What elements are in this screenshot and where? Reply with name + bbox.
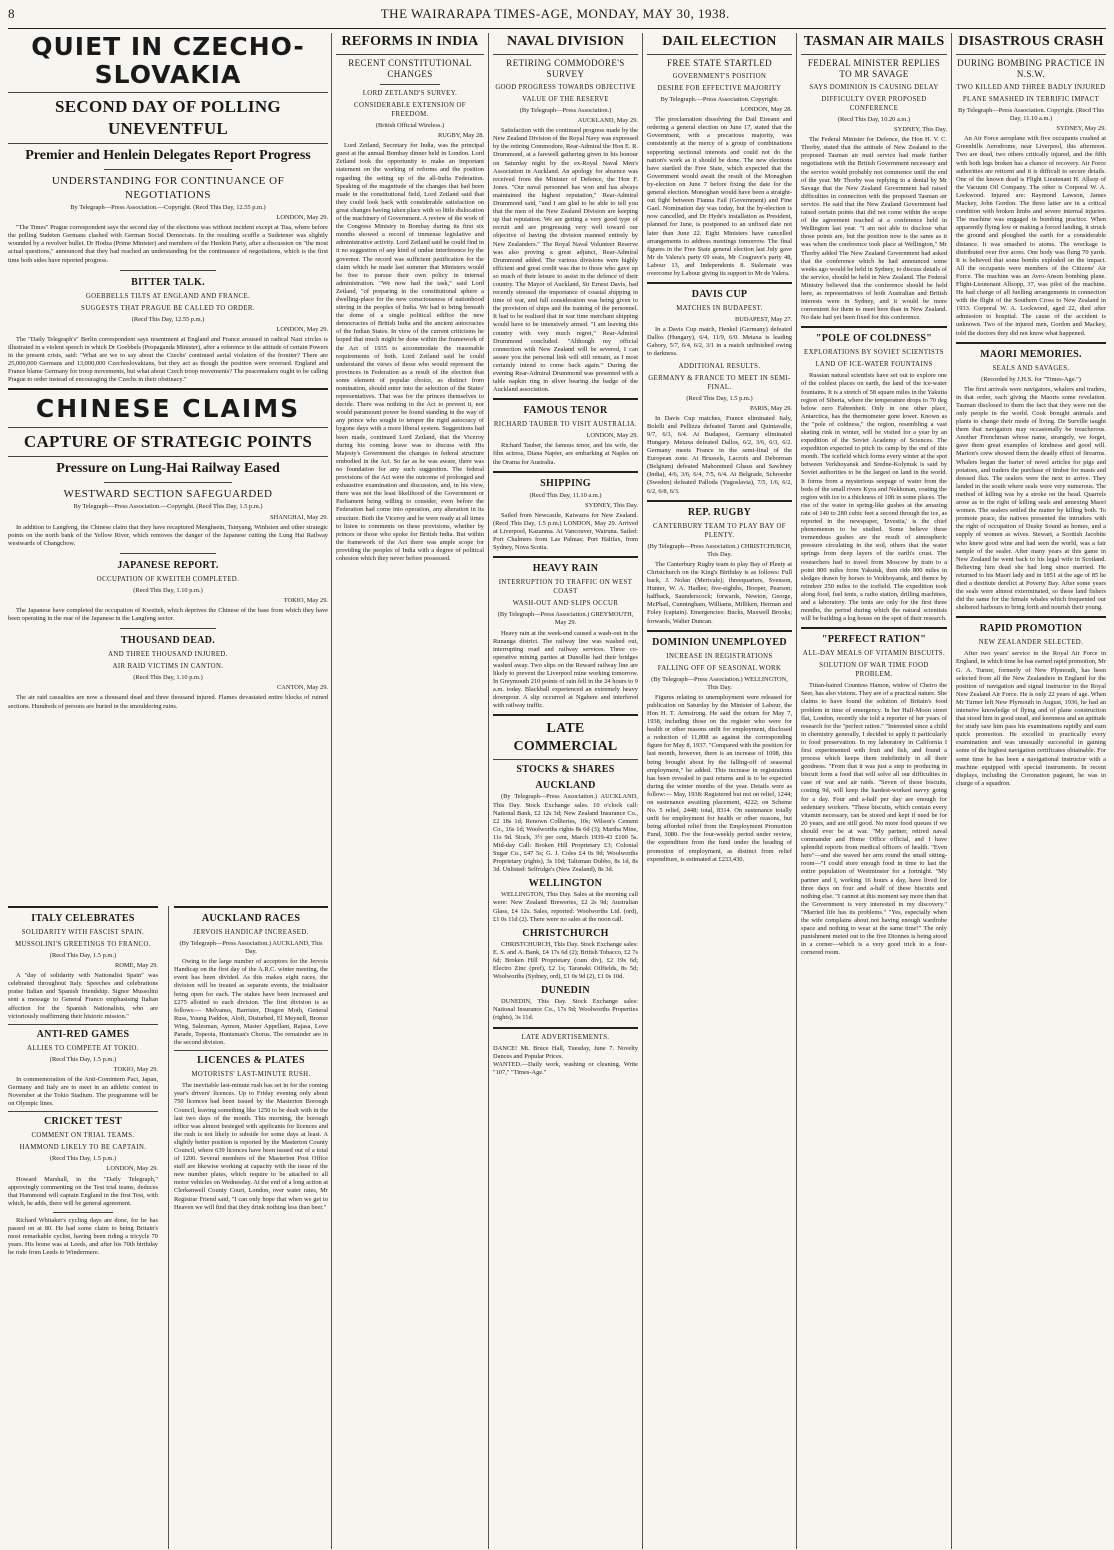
czech-body: "The Times" Prague correspondent says the second day of the elections was without incident except at Tisa, where before the polling Sudeten Germans clashed with German Social Democrats. In the resulting scuffle a Sudetener was slightly wounded by a revolver bullet. Dr Hodza (Prime Minister) and members of the Henlein Party, after a discussion on "the most actual questions," announced that they had reached an understanding for the continuance of negotiations, which is the first time both sides have reported progress.	[8, 224, 328, 264]
tasman-body: The Federal Minister for Defence, the Hon H. V. C. Thorby, stated that the attitude of New Zealand to the proposed Tasman air mail service had made further negotiations with the British Government necessary and the service would probably not commence until the end of the year. Mr Thorby was replying to a denial by Mr Savage that the New Zealand Government had raised difficulties in connection with the proposed Tasman air service. He said that the New Zealand Government had raised certain points that did not come within the scope of the agreement reached at a conference held in Wellington last year. "I am not able to disclose what those points are, but the position now is the same as it was when the conference took place at Wellington," Mr Thorby added The New Zealand Government had asked that the conference which he had announced some weeks ago would be held in Sydney, to discuss details of the service, should be held in New Zealand. The Federal Ministry believed that the conference should be held here, as representatives of both Australian and British interests were in Sydney, and it would be more convenient for them to meet here than in New Zealand. No date had yet been fixed for this conference.	[801, 136, 947, 322]
crash-dateline: SYDNEY, May 29.	[1056, 125, 1106, 133]
italy-credit: (Recd This Day, 1.5 p.m.)	[49, 952, 117, 959]
tasman-dateline: SYDNEY, This Day.	[894, 126, 947, 134]
chinese-dateline: SHANGHAI, May 29.	[270, 513, 328, 521]
polar-sub2: LAND OF ICE-WATER FOUNTAINS	[815, 361, 933, 369]
czech-chinese-block	[8, 33, 328, 898]
japanese-sub: OCCUPATION OF KWEITEH COMPLETED.	[96, 575, 240, 583]
tenor-dateline: LONDON, May 29.	[586, 432, 638, 440]
christchurch-head: CHRISTCHURCH	[522, 927, 609, 939]
divider	[8, 388, 328, 390]
column-naval	[493, 33, 638, 1549]
davis-add-sub: GERMANY & FRANCE TO MEET IN SEMI-FINAL.	[648, 374, 791, 391]
czech-dateline: LONDON, May 29.	[276, 214, 328, 222]
chinese-deck2: WESTWARD SECTION SAFEGUARDED	[63, 488, 273, 501]
india-sub: RECENT CONSTITUTIONAL CHANGES	[348, 58, 472, 79]
divider	[8, 456, 328, 457]
polar-body: Russian natural scientists have set out to explore one of the coldest places on earth, the land of the ice-water fountains. It is a stretch of 58 square miles in the Yakutia region of Siberia, where the temperature drops to 70 deg below zero Fahrenheit. Only in one other place, Antarctica, has the thermometer gone lower. Known as the "pole of coldness," the region, resembling a vast skating rink in winter, will be visited for a year by an expedition of the Soviet Academy of Sciences. The expedition expected to pitch its camp by the end of this month. The icefield which forms every winter at the spot between Verkhoyansk and Sredne-Kolymsk is said by Soviet authorities to be the largest on land in the world. It forms from a mysterious seepage of water from the beds of the small rivers Kyra and Nekhonan, coating the region with ice to a thickness of 10ft in some places. The rise of the water in spring-like gushes at the amazing rate of 140 to 280 cubic feet a second through the ice, as reported in the newspaper, 'Izvestia,' is the chief phenomenon to be studied. Some believe these tremendous gushes are the result of atmospheric pressure circulating in the soil, others that the water springs from deep layers of the earth's crust. The researchers had to travel from Moscow by train to a point 800 miles from Yakutsk, then ride 800 miles in sledges drawn by horses to Verkhoyansk, and thence by reindeer 250 miles to the icefield. The expedition took along food, fuel tents, a radio station, drilling machines, and a laboratory. The tents are only for the first three months, the period during which the natural scientists will be building a log house on the spot of their research.	[801, 372, 947, 623]
japanese-body: The Japanese have completed the occupation of Kweiteh, which deprives the Chinese of the base from which they have been operating in the rear of the Japanese in the Langfeng sector.	[8, 607, 328, 623]
columns	[8, 29, 1106, 1549]
column-rule	[331, 33, 332, 1549]
tasman-sub2: SAYS DOMINION IS CAUSING DELAY	[809, 84, 939, 91]
divider	[380, 84, 439, 85]
divider	[801, 54, 947, 55]
cricket-sub2: HAMMOND LIKELY TO BE CAPTAIN.	[19, 1144, 147, 1152]
divider	[647, 500, 792, 502]
page-number: 8	[8, 6, 15, 21]
crash-body: An Air Force aeroplane with five occupants crashed at Greenhills Aerodrome, near Liverpool, this afternoon. Two are dead, two others critically injured, and the fifth with both legs broken has a chance of recovery. Air Force authorities are reticent and it is difficult to secure details. One of the known dead is Flight Lieutenant H. Allsop of the Vacuum Oil Company. The other is Corporal W. A. Lockwood. Injured are: Raymond Lawson, James Mackey, John Gordon. The three latter are in a critical condition with broken limbs and severe internal injuries. The machine was engaged in bombing practice. When apparently flying low or making a forced landing, it struck the ground and ploughed the earth for a considerable distance. It was smashed to atoms. The wreckage is distributed over five acres. One body was flung 70 yards. It is believed that some bombs exploded on the impact. All the occupants were members of the Citizens' Air Force. The machine was an Avro-Anson bombing plane. Flight-Lieutenant Allsopp, 37, was pilot of the machine. He had charge of all fuelling arrangements in connection with the flight of the Southern Cross to New Zealand in 1933. Corporal W. A. Lockwood, aged 22, died after admission to hospital. The cause of the accident is unknown. Two of the injured men, Gordon and Mackey, told the doctors they did not know what happened.	[956, 135, 1106, 337]
thousand-head: THOUSAND DEAD.	[120, 635, 216, 647]
licences-sub: MOTORISTS' LAST-MINUTE RUSH.	[191, 1071, 311, 1079]
divider	[8, 143, 328, 144]
auckland-body: (By Telegraph—Press Association.) AUCKLAND, This Day. Stock Exchange sales. 10 o'clock call: National Bank, £2 12s 3d; New Zealand Insurance Co., £2 18s 1d; Renown Collieries, 10s; Wilson's Cement Co., 16s 1d; Woolworths rights 8s 6d (3); Martha Mine, 11s 9d. Stock, 3½ per cent, March 1939-43 £100 5s. Mid-day Call: Broken Hill Proprietary £3; Colonial Sugar Co., £47 5s; G. J. Coles £4 0s 9d; Woolworths Proprietary (rights), 3s 10d; Talisman Dubbo, 8s 1d, 8s 3d. Unlisted: Selfridge's (New Zealand), 8s 3d.	[493, 793, 638, 874]
auckland-head: AUCKLAND	[535, 780, 596, 792]
divider	[647, 54, 792, 55]
divider	[8, 1111, 158, 1112]
davis-sub: MATCHES IN BUDAPEST.	[676, 305, 763, 313]
italy-sub2: MUSSOLINI'S GREETINGS TO FRANCO.	[15, 941, 151, 948]
divider	[493, 759, 638, 760]
bitter-credit: (Recd This Day, 12.55 p.m.)	[131, 315, 205, 323]
davis-body: In a Davis Cup match, Henkel (Germany) defeated Dallos (Hungary), 6/4, 11/9, 6/0. Metaxa is leading Gabory, 5/7, 6/4, 6/2, 3/1 in a match unfinished owing to darkness.	[647, 326, 792, 358]
licences-body: The inevitable last-minute rush has set in for the coming year's drivers' licences. Up to Friday evening only about 750 licences had been issued by the Masterton Borough Council, leaving something like 1250 to be dealt with in the last two days of the month. This morning, the borough office was almost besieged with applicants for licences and the rush is not likely to subside for some days at least. A slightly better position is reported by the Masterton County Council, where 639 licences have been issued out of a total of 1200. Several members of the Masterton Post Office staff are likewise working at capacity with the issue of the new number plates, which require to be attached to all motor vehicles on Wednesday. At the end of a long action at Clerkenwell County Court, London, over water rates, Mr Registrar Friend said, "I can only hope that when we get to Heaven we will find that they drink nothing less than beer."	[174, 1082, 328, 1211]
antired-dateline: TOKIO, May 29.	[113, 1065, 158, 1073]
promotion-head: RAPID PROMOTION	[979, 623, 1083, 635]
naval-sub: RETIRING COMMODORE'S SURVEY	[506, 58, 625, 79]
dail-sub3: DESIRE FOR EFFECTIVE MAJORITY	[657, 85, 782, 92]
ration-head: "PERFECT RATION"	[821, 634, 927, 646]
column-rule	[642, 33, 643, 1549]
tasman-sub: FEDERAL MINISTER REPLIES TO MR SAVAGE	[807, 58, 941, 79]
czech-credit: By Telegraph—Press Association.—Copyright. (Recd This Day, 12.55 p.m.)	[70, 204, 266, 211]
davis-add-body: In Davis Cup matches, France eliminated Italy, Bolelli and Pellizza defeated Taroni and Quintavalle, 9/7, 6/3, 6/4. At Budapest, Germany eliminated Hungary. Metaxa defeated Dallos, 6/2, 3/6, 6/3, 6/2. Germany meets France in the semi-final of the European zone. At Brussels, Lacroix and Deborman (Belgium) defeated Mahommed Ghaus and Sawhney (India), 4/6, 3/6, 6/4, 7/5, 6/4. At Belgrade, Schroeder (Sweden) defeated Palloda (Yugoslavia), 7/5, 1/6, 6/2, 6/2, 6/8, 6/3.	[647, 414, 792, 495]
czech-headline: QUIET IN CZECHO-SLOVAKIA	[31, 33, 305, 89]
divider	[120, 628, 216, 629]
antired-head: ANTI-RED GAMES	[36, 1028, 130, 1040]
naval-dateline: AUCKLAND, May 29.	[577, 117, 638, 125]
chinese-body: In addition to Langfeng, the Chinese claim that they have recaptured Menghsein, Tsinyang, Winhsien and other strategic points on the north bank of the Yellow River, which removes the danger of the Japanese cutting the Lung Hai Railway westwards of Changchow.	[8, 523, 328, 547]
dail-credit: By Telegraph.—Press Association. Copyright.	[660, 96, 779, 103]
crash-sub: DURING BOMBING PRACTICE IN N.S.W.	[957, 58, 1105, 79]
bitter-sub2: SUGGESTS THAT PRAGUE BE CALLED TO ORDER.	[81, 304, 255, 312]
dail-head: DAIL ELECTION	[662, 34, 777, 49]
rain-sub: INTERRUPTION TO TRAFFIC ON WEST COAST	[498, 579, 633, 596]
rugby-credit: (By Telegraph—Press Association.) CHRISTCHURCH, This Day.	[647, 542, 792, 558]
commercial-head: LATE COMMERCIAL	[513, 721, 618, 755]
crash-sub3: PLANE SMASHED IN TERRIFIC IMPACT	[962, 96, 1100, 103]
christchurch-body: CHRISTCHURCH, This Day. Stock Exchange sales: E. S. and A. Bank, £4 17s 6d (2); British Tobacco, £2 7s 6d; Broken Hill Proprietary (cum div), £2 19s 6d; Electro Zinc (pref), £2 1s; Taranaki Oilfields, 8s 5d; Woolworths (Sydney, ord), £1 0s 9d (2), £1 0s 10d.	[493, 940, 638, 981]
antired-body: In commemoration of the Anti-Comintern Pact, Japan, Germany and Italy are to meet in an athletic contest in November at the Tokio Stadium. The programme will be on Olympic lines.	[8, 1075, 158, 1108]
davis-add-head: ADDITIONAL RESULTS.	[678, 362, 761, 370]
japanese-head: JAPANESE REPORT.	[117, 559, 219, 571]
column-india	[336, 33, 484, 898]
column-rule	[796, 33, 797, 1549]
tasman-credit: (Recd This Day, 10.20 a.m.)	[837, 116, 911, 123]
bitter-head: BITTER TALK.	[131, 276, 205, 288]
races-head: AUCKLAND RACES	[201, 913, 301, 924]
promotion-sub: NEW ZEALANDER SELECTED.	[978, 639, 1084, 647]
divider	[956, 342, 1106, 344]
dominion-sub: INCREASE IN REGISTRATIONS	[666, 652, 773, 660]
shipping-head: SHIPPING	[540, 477, 591, 489]
divider	[956, 616, 1106, 618]
races-body: Owing to the large number of acceptors for the Jervois Handicap on the first day of the A.R.C. winter meeting, the event has been divided. As this makes eight races, the division will be treated as separate events, the totalisator being open for each. The stakes have been increased and £275 allotted to each division. The first division is as follows:— Melvanus, Barrister, Dragon Moth, General Russ, Young Paddon, Aloft, Disturbed, El Meynell, Bronze Wing, Salesman, Aymon, Master Appellant, Rajasa, Love Parade, Topeota, Huntsman's Chorus. The remainder are in the second division.	[174, 958, 328, 1047]
cricket-sub: COMMENT ON TRIAL TEAMS.	[31, 1132, 135, 1140]
italy-sub: SOLIDARITY WITH FASCIST SPAIN.	[21, 929, 145, 936]
rugby-sub: CANTERBURY TEAM TO PLAY BAY OF PLENTY.	[653, 522, 786, 539]
column-rule	[951, 33, 952, 1549]
naval-head: NAVAL DIVISION	[506, 34, 625, 49]
divider	[647, 282, 792, 284]
india-credit: (British Official Wireless.)	[375, 122, 445, 129]
column-rule	[488, 33, 489, 1549]
davis-head: DAVIS CUP	[691, 289, 748, 301]
wellington-head: WELLINGTON	[528, 878, 603, 890]
naval-sub3: VALUE OF THE RESERVE	[522, 96, 609, 103]
thousand-credit: (Recd This Day, 1.10 p.m.)	[133, 674, 203, 682]
divider	[8, 427, 328, 428]
divider	[493, 714, 638, 716]
naval-credit: (By Telegraph—Press Association.)	[519, 107, 612, 114]
divider	[104, 169, 232, 170]
antired-credit: (Recd This Day, 1.5 p.m.)	[49, 1055, 117, 1063]
divider	[8, 1024, 158, 1025]
dail-body: The proclamation dissolving the Dail Eireann and ordering a general election on June 17, stated that the Government, with a precarious majority, was consistently at the mercy of a group of combinations supporting sectional interests and could not do the nation's work as it should be done. The new elections have startled the Free State, which expected that the Government would await the result of the Monaghan by-election on June 7 before fixing the date for the general election. Monoghan would have been a straight-out fight between Fianna Fail (Government) and Fine Gael. Nomination day was today, but the by-election is now cancelled, and Dr Hyde's installation as President, planned for June, is postponed to an unfixed date not later than June 22. Eight Ministers have cancelled arrangements to address meetings tomorrow. The final figures in the Free State general election last July gave Mr de Valera's party 69 seats, Mr Cosgrave's party 48, Labour 13, and Independents 8. Stalemate was overcome by Labour giving its support to Mr de Valera.	[647, 116, 792, 277]
bitter-dateline: LONDON, May 29.	[276, 325, 328, 333]
india-head: REFORMS IN INDIA	[341, 34, 479, 49]
crash-head: DISASTROUS CRASH	[958, 34, 1104, 49]
italy-body: A "day of solidarity with Nationalist Spain" was celebrated throughout Italy. Speeches and celebrations praise Italian and Spanish friendship. Signor Mussolini sent a message to General Franco emphasising Italian affection for the Spanish Nationalists, who are victoriously reaffirming their historic mission."	[8, 972, 158, 1020]
davis-add-dateline: PARIS, May 29.	[749, 404, 792, 412]
rain-sub2: WASH-OUT AND SLIPS OCCUR	[512, 600, 619, 608]
india-sub3: CONSIDERABLE EXTENSION OF FREEDOM.	[354, 102, 466, 118]
divider	[174, 1050, 328, 1051]
davis-dateline: BUDAPEST, May 27.	[734, 316, 792, 324]
maori-sub: SEALS AND SAVAGES.	[992, 364, 1070, 372]
shipping-dateline: SYDNEY, This Day.	[585, 501, 638, 509]
dail-sub: FREE STATE STARTLED	[666, 58, 773, 68]
column-tasman	[801, 33, 947, 1549]
divider	[53, 1212, 113, 1213]
polar-sub: EXPLORATIONS BY SOVIET SCIENTISTS	[804, 349, 944, 357]
column-crash	[956, 33, 1106, 1549]
promotion-body: After two years' service in the Royal Air Force in England, in which time he has earned rapid promotion, Mr G. A. Turner, formerly of New Plymouth, has been selected from all the New Zealanders in England for the position of navigation and signal instructor in the Royal New Zealand Air Force. He is only 22 years of age. When Mr Turner left New Plymouth in August, 1936, he had an intensive knowledge of flying and of plane construction that stood him in good stead, and keenness and an aptitude for study saw him pass his examinations rapidly and earn quick promotion. He excelled in practically every examination and was unusually successful in gaining some of the highest navigation certificates obtainable. For some time he has been a navigational instructor with a machine equipped with special instruments. In recent displays, including the Coronation pageant, he was in charge of a squadron.	[956, 650, 1106, 787]
thousand-dateline: CANTON, May 29.	[276, 684, 328, 692]
masthead-title: THE WAIRARAPA TIMES-AGE, MONDAY, MAY 30, 1938.	[380, 6, 730, 21]
maori-head: MAORI MEMORIES.	[980, 348, 1082, 360]
cricket-credit: (Recd This Day, 1.5 p.m.)	[49, 1155, 117, 1163]
tasman-sub3: DIFFICULTY OVER PROPOSED CONFERENCE	[821, 96, 927, 112]
tenor-body: Richard Tauber, the famous tenor, and his wife, the film actress, Diana Napier, are embarking at Naples on the Orama for Australia.	[493, 442, 638, 466]
crash-sub2: TWO KILLED AND THREE BADLY INJURED	[956, 84, 1106, 91]
divider	[104, 482, 232, 483]
divider	[493, 471, 638, 473]
bitter-body: The "Daily Telegraph's" Berlin correspondent says resentment at England and France aroused in radical Nazi circles is illustrated in a violent speech in which Dr Goebbels (Propaganda Minister), after a reference to the attitude of certain Powers in the present crisis, said: "What are we to say about the Czechs' continued aerial violation of the frontier? There are 25,000,000 Germans and 13,000,000 Czechoslovakians, but they act as though the position were reversed. England and France blame Germany for troop movements, but what about Czech troop movements? The peacemakers ought to be calling Prague to order instead of encouraging the Czechs in their obstinacy."	[8, 335, 328, 384]
dominion-sub2: FALLING OFF OF SEASONAL WORK	[657, 664, 782, 672]
late-ads-head: LATE ADVERTISEMENTS.	[521, 1033, 610, 1041]
thousand-body: The air raid casualties are now a thousand dead and three thousand injured. Flames devastated entire blocks of ruined sections. Hundreds of persons are buried in the smouldering ruins.	[8, 694, 328, 710]
czech-deck2: UNDERSTANDING FOR CONTINUANCE OF NEGOTIATIONS	[51, 175, 285, 201]
thousand-sub: AND THREE THOUSAND INJURED.	[108, 651, 228, 659]
ration-body: Titian-haired Countess Hamon, widow of Cheiro the Seer, has also visions. They are of a practical nature. She claims to have found the solution of Britain's food problem in time of emergency. In her Half-Moon street flat, London, recently she told a reporter of her years of research for the "perfect ration." "Interested since a child in chemistry generally, I decided to apply it particularly to food preservation. In my laboratory in California I first experimented with fruit and fish, and found a process which keeps them indefinitely in all their goodness. "From that it was just a step to producing in biscuit form a food that will solve all our difficulties in case of war and air raids. "Seven of these biscuits, costing 9d, will keep the hardest-worked navvy going for a day. Four and a-half per day are enough for sedentary workers. "These biscuits, which contain every vitamin necessary, can be stored and kept if need be for 20 years, and are still good. No more food queues if we should ever be at war. "My partner, retired naval commander and Home Office official, and I have splendid reports from medical officers of health. "Even here"—and she waved her arm round the small sitting-room—"I could store enough food in time to last the entire population of Westminster for a fortnight. "My partner and I, working 16 hours a day, have lived for three days on four and a-half of these biscuits and nothing else. "I cannot at this moment say more than that the Government is very interested in my discovery." "Married life has its problems." "Yes, especially when the wife complains about not having enough wardrobe space and nothing to wear at the same time!" The only punishment meted out to the five Dionnes is being stood in a corner—which is a very good trick in a four-cornered room.	[801, 682, 947, 957]
thousand-sub2: AIR RAID VICTIMS IN CANTON.	[112, 663, 224, 671]
commercial-sub: STOCKS & SHARES	[516, 764, 615, 776]
tasman-head: TASMAN AIR MAILS	[803, 34, 945, 49]
chinese-deck: Pressure on Lung-Hai Railway Eased	[56, 461, 280, 477]
chinese-credit: By Telegraph—Press Association.—Copyright. (Recd This Day, 1.5 p.m.)	[73, 503, 263, 511]
divider	[336, 54, 484, 55]
chinese-headline: CHINESE CLAIMS	[35, 394, 301, 424]
czech-deck: Premier and Henlein Delegates Report Progress	[25, 148, 311, 163]
column-dail	[647, 33, 792, 1549]
licences-head: LICENCES & PLATES	[197, 1055, 305, 1067]
rain-credit: (By Telegraph—Press Association.) GREYMOUTH, May 29.	[497, 611, 634, 627]
ration-sub2: SOLUTION OF WAR TIME FOOD PROBLEM.	[819, 662, 929, 679]
maori-body: The first arrivals were navigators, whalers and traders, in that order, each giving the Maoris some revelation. Tasman disclosed to them the fact that they were not the only people in the world. Cook brought animals and plants to change their mode of living. De Surville taught them that navigators may occasionally be treacherous. Another Frenchman whose name, strangely, we forget, gave them great examples of kindness and good will. Marion's crew showed them the deadly effect of firearms. Whalers began the barter of novel articles for pigs and potatoes, and traders the purchase of timber for masts and dressed flax. The sealers were the next to arrive. They landed in the south where seals were very numerous. The method of killing was by a stroke on the head. Quarrels arose as to the right of killing seals and annexing Maori women. The sealers settled the matter by killing both. To promote peace, the natives presented the intruders with the right of occupation of Dusky Sound as homes, and a supply of women as wives. Stewart, a Scottish Jacobite who knew good wine and had seen the world, was a fair sample of the sealer. After many years at this game in New Zealand he went back to his legal wife in Scotland. Believing him dead she had long since married. He returned to his Maori lady and in 1851 at the age of 85 he died a destitute derelict at Poverty Bay. After some years the seals were almost exterminated, so these land fishers did the same for the female whales which frequented our sheltered harbours to bring forth and nourish their young.	[956, 385, 1106, 612]
india-dateline: RUGBY, May 28.	[437, 132, 484, 140]
dominion-body: Figures relating to unemployment were released for publication on Saturday by the Minister of Labour, the Hon H. T. Armstrong. He said the return for May 7, 1938, including those on the register who were for health or other reasons unfit for employment, disclosed a reduction of 11,808 as against the corresponding figure for May 8, 1937. "Compared with the position for last month, however, there is an increase of 1098, this being brought about by the falling-off of seasonal employment," he added. This increase in registrations has been revealed in past returns and is to be expected during the winter months of the year. Details were as follow:— May, 1938: Registered but not on relief, 1244; on sustenance awaiting placement, 4222; on Scheme No. 5 relief, 2448; total, 8314. On sustenance totally unfit for employment for health or other reasons, but being afforded relief from the Employment Promotion Fund, 3080. For the four-weekly period under review, the expenditure from the fund under the heading of promotion of employment, as distinct from relief expenditure, is estimated at £233,430.	[647, 693, 792, 863]
dominion-credit: (By Telegraph—Press Association.) WELLINGTON, This Day.	[651, 675, 788, 691]
column-rule	[168, 906, 169, 1549]
dunedin-body: DUNEDIN, This Day. Stock Exchange sales: National Insurance Co., 17s 9d; Woolworths Properties (rights), 3s 11d.	[493, 998, 638, 1022]
bitter-sub: GOEBBELLS TILTS AT ENGLAND AND FRANCE.	[85, 292, 251, 300]
divider	[8, 906, 158, 908]
india-body: Lord Zetland, Secretary for India, was the principal guest at the annual Bombay dinner held in London. Lord Zetland took the opportunity to make an important statement on the working of reforms and the position regarding the setting up of the all-India Federation. Speaking of the magnitude of the changes that had been made in the constitutional field, Lord Zetland said that they could look back with considerable satisfaction on great changes having taken place with so little dislocation of the machinery of Government. A review of the work of the Congress Ministry in Bombay during its first six months showed a record of immense legislative and administrative activity. Lord Zetland said he could find in it no suggestion of any kind of undue interference by the governor. The record was sufficient justification for the claim which he made last summer that Ministers would be free to pursue their own policy in internal administration. "We now had the task," said Lord Zetland, "of preparing in the constitutional sphere a dwelling-place for the new consciousness of nationhood stirring in the peoples of India. We had to bring beneath the dome of a single political edifice the new democracies of British India and the ancient autocracies of the Indian States. In view of the current criticisms he hoped that much might be done within the framework of the Act of 1935 to accommodate the reasonable requirements of both. Lord Zetland said he could understand the views of those who would represent the provinces in Federation as a result of the election that some element of popular choice, as distinct from nomination, should enter into the selection of the States' representatives. That was for the princes themselves to decide. There was nothing in the Act to prevent it, nor would paramount power be found standing in the way of any prince who sought to temper the rigid autocracy of bygone days with a more liberal system. Suggestions had been made, continued Lord Zetland, that the Viceroy during his coming leave was to discuss with His Majesty's Government the changes in federal structure embodied in the Act. So far as he was aware, there was no foundation for any such suggestion. The federal provisions of the Act were the outcome of prolonged and exhaustive examination and discussion, and, in his view, there was not the least likelihood of the Government or Parliament being willing to consider, even before the Federation had come into operation, any alteration in its structure. Both the Viceroy and he were ready at all times to listen to comments on these provisions, whether by princes or those who spoke for British India. But within the framework of the Act there was ample scope for providing the peoples of India with a degree of political cohesion which they never before possessed.	[336, 142, 484, 562]
divider	[493, 1027, 638, 1029]
divider	[120, 270, 216, 271]
dominion-head: DOMINION UNEMPLOYED	[652, 636, 787, 648]
divider	[493, 556, 638, 558]
italy-head: ITALY CELEBRATES	[31, 913, 135, 924]
divider	[8, 92, 328, 93]
wellington-body: WELLINGTON, This Day. Sales at the morning call were: New Zealand Breweries, £2 2s 9d; Australian Glass, £4 12s. Sales, reported: Woolworths Ltd. (ord), £1 0s 11d (2). There were no sales at the noon call.	[493, 891, 638, 923]
cricket-dateline: LONDON, May 29.	[106, 1165, 158, 1173]
divider	[647, 630, 792, 632]
naval-sub2: GOOD PROGRESS TOWARDS OBJECTIVE	[495, 84, 636, 91]
cricket-body: Howard Marshall, in the "Daily Telegraph," approvingly commenting on the Test trial teams, deduces that Hammond will captain England in the first Test, with which, he adds, there will be general agreement.	[8, 1175, 158, 1207]
divider	[120, 553, 216, 554]
shipping-credit: (Recd This Day, 11.10 a.m.)	[529, 491, 602, 499]
ad-dance: DANCE! Mt. Bruce Hall, Tuesday, June 7. Novelty Dances and Popular Prices.	[493, 1044, 638, 1060]
cricket-body2: Richard Whitaker's cycling days are done, for he has passed on at 80. He had some claim to being Britain's most remarkable cyclist, having been riding a tricycle 70 years. His home was at Leeds, and after his 70th birthday he rode from Leeds to Windermere.	[8, 1216, 158, 1257]
maori-credit: (Recorded by J.H.S. for "Times-Age.")	[981, 375, 1081, 383]
divider	[801, 627, 947, 629]
naval-body: Satisfaction with the continued progress made by the New Zealand Division of the Royal Navy was expressed by the retiring Commodore, Rear-Admiral the Hon E. R. Drummond, at a farewell gathering given in his honour on Saturday night by the ex-Royal Naval Men's Association in Auckland. An apology for absence was received from the Minister of Defence, the Hon F. Jones. "Our naval personnel has won and has always maintained the highest reputation," Rear-Admiral Drummond said, "and I am glad to be able to tell you that the men of the New Zealand Division are keeping up that reputation. We are getting a very good type of recruit and are progressing very well toward our objective of having the division manned entirely by New Zealanders." The Royal Naval Volunteer Reserve was also proving a great adjunct, Rear-Admiral Drummond added. The various divisions were highly efficient and great credit was due to those who gave up so much of their leisure to assist in the defence of their country. The Mayor of Auckland, Sir Ernest Davis, had recently stressed the importance of coastal shipping in time of war, and full consideration was being given to the provision of ships and the training of the personnel. It had to be realised that in war time merchant shipping would have to be intensively armed. "I am leaving this country with very much regret," Rear-Admiral Drummond concluded. "Although my official connection with New Zealand will be severed, I can assure you the personal link will still remain, as I most certainly intend to come back again." During the evening Rear-Admiral Drummond was presented with a table napkin ring in silver bearing the badge of the Auckland association.	[493, 127, 638, 394]
antired-sub: ALLIES TO COMPETE AT TOKIO.	[27, 1044, 139, 1052]
rugby-body: The Canterbury Rugby team to play Bay of Plenty at Christchurch on the King's Birthday is as follows: Full back, J. Nolan (Merivale); threequarters, Svenson, Hunter, W. A. Hadlee; five-eighths, Hooper, Pearson; halfback, Saunderscock; forwards, Newton, George, McPhail, Cunningham, Williams, Milliken, Herman and Foley (captain). Emergencies: Bucks, Maxwell Brooks; forwards, Walter Duncan.	[647, 560, 792, 625]
column-2-bottom	[174, 902, 328, 1549]
shipping-body: Sailed from Newcastle, Kaiwarra for New Zealand. (Recd This Day, 1.5 p.m.) LONDON, May 29. Arrived at Liverpool, Kazanma. At Vancouver, Wairuna. Sailed: Port Chalmers from Las Palmas; Port Halifax, from Sydney, Nova Scotia.	[493, 511, 638, 552]
tenor-sub: RICHARD TAUBER TO VISIT AUSTRALIA.	[493, 421, 638, 429]
rain-head: HEAVY RAIN	[532, 563, 599, 575]
dunedin-head: DUNEDIN	[541, 985, 590, 997]
czech-subhead: SECOND DAY OF POLLING UNEVENTFUL	[55, 97, 281, 138]
races-sub: JERVOIS HANDICAP INCREASED.	[193, 929, 309, 936]
divider	[493, 54, 638, 55]
italy-dateline: ROME, May 29.	[115, 962, 158, 970]
column-1-bottom	[8, 902, 158, 1549]
dail-dateline: LONDON, May 28.	[740, 106, 792, 114]
divider	[801, 326, 947, 328]
crash-credit: By Telegraph—Press Association. Copyright. (Recd This Day, 11.10 a.m.)	[957, 107, 1105, 123]
races-credit: (By Telegraph—Press Association.) AUCKLAND, This Day.	[179, 940, 323, 956]
chinese-subhead: CAPTURE OF STRATEGIC POINTS	[23, 432, 313, 452]
divider	[493, 398, 638, 400]
ration-sub: ALL-DAY MEALS OF VITAMIN BISCUITS.	[802, 650, 946, 658]
tenor-head: FAMOUS TENOR	[523, 405, 608, 417]
polar-head: "POLE OF COLDNESS"	[815, 333, 933, 345]
rain-body: Heavy rain at the week-end caused a wash-out in the Runanga district. The railway line was washed out, interrupting road and railway services. Three co-operative mining parties at Dunollie had their bridges washed away. Two slips on the Reward railway line are likely to prevent the Liverpool mine working tomorrow. In Greymouth 210 points of rain fell in the 24 hours to 9 a.m. today. Blackball experienced an extremely heavy downpour. A slip occurred at Ngahere and interfered with railway traffic.	[493, 629, 638, 710]
japanese-dateline: TOKIO, May 29.	[283, 596, 328, 604]
ad-wanted: WANTED.—Daily work, washing or cleaning. Write "107," "Times-Age."	[493, 1060, 638, 1076]
davis-add-credit: (Recd This Day, 1.5 p.m.)	[686, 394, 753, 402]
dail-sub2: GOVERNMENT'S POSITION	[672, 73, 767, 80]
masthead	[8, 6, 1106, 29]
japanese-credit: (Recd This Day, 1.10 p.m.)	[133, 586, 203, 594]
rugby-head: REP. RUGBY	[687, 506, 752, 518]
india-sub2: LORD ZETLAND'S SURVEY.	[362, 90, 458, 97]
cricket-head: CRICKET TEST	[44, 1116, 122, 1128]
divider	[956, 54, 1106, 55]
divider	[174, 906, 328, 908]
